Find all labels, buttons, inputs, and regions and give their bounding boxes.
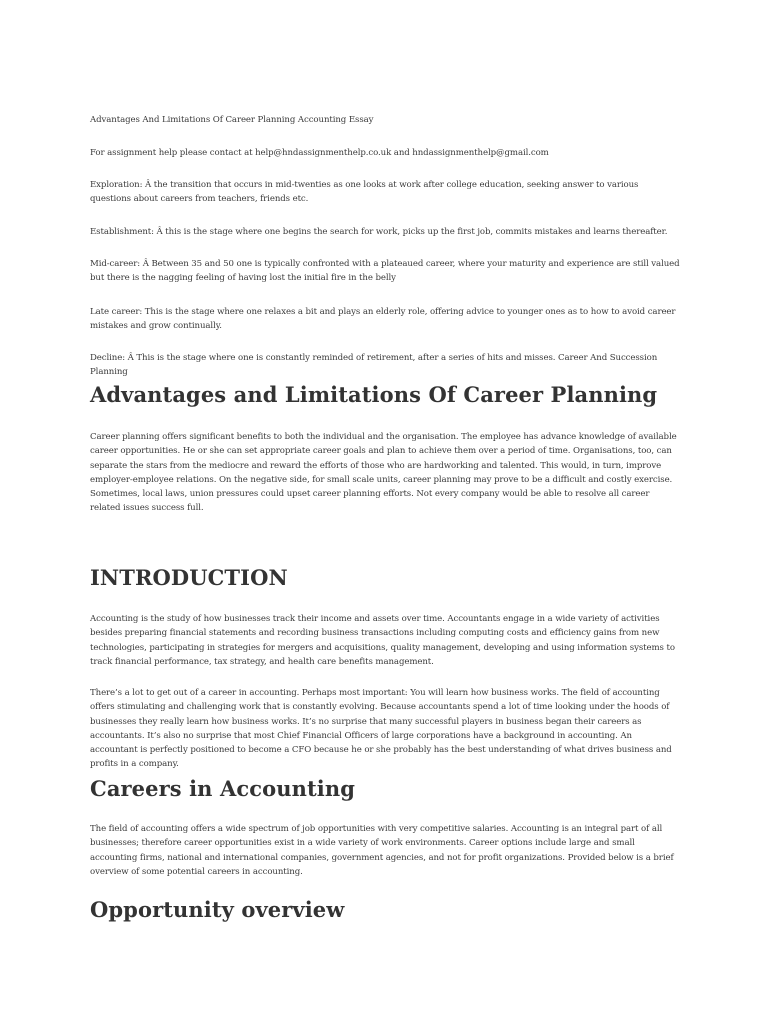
introduction-paragraph-1: Accounting is the study of how businesses track their income and assets over time. Accountants engage in a wide variety of activities besides preparing financial statements and recording business transactions including computing costs and efficiency gains from new technologies, participating in strategies for mergers and acquisitions, quality management, developing and using information systems to track financial performance, tax strategy, and health care benefits management. xyxy=(90,614,675,667)
heading-introduction: INTRODUCTION xyxy=(90,565,288,590)
advantages-paragraph: Career planning offers significant benefits to both the individual and the organisation. The employee has advance knowledge of available career opportunities. He or she can set appropriate career goals and plan to achieve them over a period of time. Organisations, too, can separate the stars from the mediocre and reward the efforts of those who are hardworking and talented. This would, in turn, improve employer-employee relations. On the negative side, for small scale units, career planning may prove to be a difficult and costly exercise. Sometimes, local laws, union pressures could upset career planning efforts. Not every company would be able to resolve all career related issues success full. xyxy=(90,432,677,514)
careers-paragraph: The field of accounting offers a wide spectrum of job opportunities with very competitive salaries. Accounting is an integral part of all businesses; therefore career opportunities exist in a wide variety of work environments. Career options include large and small accounting firms, national and international companies, government agencies, and not for profit organizations. Provided below is a brief overview of some potential careers in accounting. xyxy=(90,824,674,877)
introduction-paragraph-2: There’s a lot to get out of a career in accounting. Perhaps most important: You will learn how business works. The field of accounting offers stimulating and challenging work that is constantly evolving. Because accountants spend a lot of time looking under the hoods of businesses they really learn how business works. It’s no surprise that many successful players in business began their careers as accountants. It’s also no surprise that most Chief Financial Officers of large corporations have a background in accounting. An accountant is perfectly positioned to become a CFO because he or she probably has the best understanding of what drives business and profits in a company. xyxy=(90,688,672,770)
heading-advantages: Advantages and Limitations Of Career Planning xyxy=(90,382,658,407)
document-title: Advantages And Limitations Of Career Planning Accounting Essay xyxy=(90,115,374,125)
heading-opportunity: Opportunity overview xyxy=(90,897,345,922)
stage-exploration: Exploration: Â the transition that occurs in mid-twenties as one looks at work after college education, seeking answer to various questions about careers from teachers, friends etc. xyxy=(90,180,639,205)
stage-establishment: Establishment: Â this is the stage where one begins the search for work, picks up the first job, commits mistakes and learns thereafter. xyxy=(90,227,668,237)
heading-careers: Careers in Accounting xyxy=(90,776,355,801)
stage-mid-career: Mid-career: Â Between 35 and 50 one is typically confronted with a plateaued career, where your maturity and experience are still valued but there is the nagging feeling of having lost the initial fire in the belly xyxy=(90,259,680,284)
contact-line: For assignment help please contact at help@hndassignmenthelp.co.uk and hndassignmenthelp@gmail.com xyxy=(90,148,549,158)
stage-decline: Decline: Â This is the stage where one is constantly reminded of retirement, after a series of hits and misses. Career And Succession Planning xyxy=(90,353,658,378)
stage-late-career: Late career: This is the stage where one relaxes a bit and plays an elderly role, offering advice to younger ones as to how to avoid career mistakes and grow continually. xyxy=(90,307,676,332)
